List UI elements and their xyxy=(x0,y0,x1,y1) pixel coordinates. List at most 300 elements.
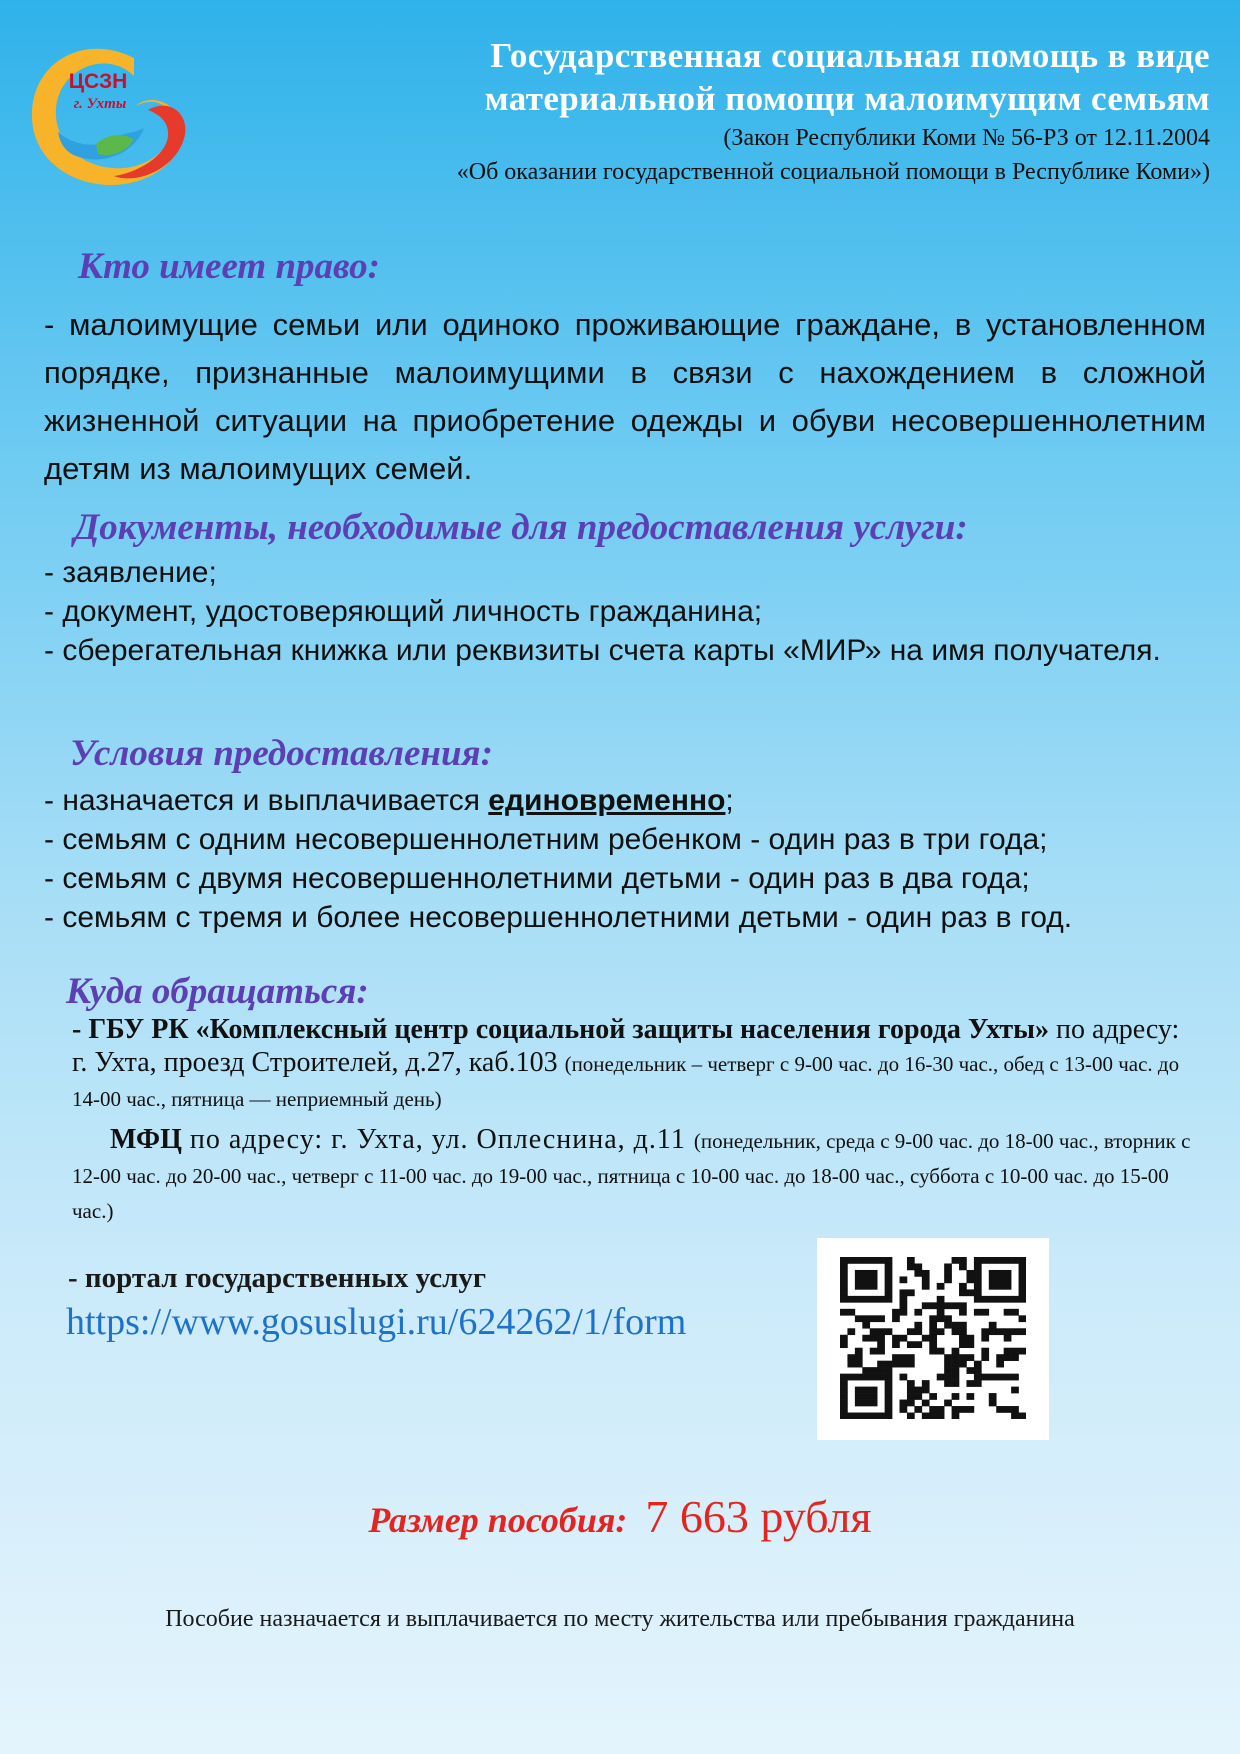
qr-module xyxy=(922,1387,930,1394)
qr-module xyxy=(1019,1289,1026,1296)
documents-list xyxy=(44,553,1208,670)
qr-module xyxy=(959,1263,967,1270)
qr-module xyxy=(966,1367,974,1374)
qr-module xyxy=(937,1283,945,1290)
qr-module xyxy=(1011,1257,1019,1264)
qr-module xyxy=(855,1354,863,1361)
qr-module xyxy=(892,1354,900,1361)
qr-module xyxy=(1019,1413,1026,1419)
qr-module xyxy=(974,1257,982,1264)
qr-module xyxy=(959,1335,967,1342)
heading-documents: Документы, необходимые для предоставления услуги: xyxy=(74,507,968,548)
qr-module xyxy=(929,1341,937,1348)
qr-module xyxy=(952,1367,960,1374)
qr-module xyxy=(989,1276,997,1283)
qr-module xyxy=(892,1341,900,1348)
qr-module xyxy=(877,1296,885,1303)
qr-module xyxy=(914,1387,922,1394)
qr-module xyxy=(996,1296,1004,1303)
condition-item-4: - семьям с тремя и более несовершеннолетними детьми - один раз в год. xyxy=(44,901,1073,934)
qr-module xyxy=(914,1309,922,1316)
qr-module xyxy=(959,1283,967,1290)
qr-module xyxy=(952,1413,960,1419)
qr-module xyxy=(974,1276,982,1283)
qr-module xyxy=(974,1296,982,1303)
qr-module xyxy=(907,1263,915,1270)
qr-module xyxy=(974,1361,982,1368)
qr-module xyxy=(840,1283,848,1290)
qr-module xyxy=(855,1413,863,1419)
qr-module xyxy=(907,1393,915,1400)
qr-module xyxy=(907,1361,915,1368)
qr-module xyxy=(900,1374,908,1381)
qr-module xyxy=(862,1335,870,1342)
qr-module xyxy=(885,1406,893,1413)
qr-module xyxy=(914,1263,922,1270)
qr-module xyxy=(847,1354,855,1361)
qr-module xyxy=(870,1387,878,1394)
qr-module xyxy=(989,1393,997,1400)
qr-module xyxy=(885,1400,893,1407)
qr-module xyxy=(870,1328,878,1335)
qr-module xyxy=(885,1283,893,1290)
gbu-address: по адресу: г. Ухта, проезд Строителей, д.27, каб.103 xyxy=(72,1014,1180,1078)
qr-module xyxy=(1004,1309,1012,1316)
qr-module xyxy=(914,1270,922,1277)
document-item-3: - сберегательная книжка или реквизиты счета карты «МИР» на имя получателя. xyxy=(44,634,1161,667)
qr-module xyxy=(907,1387,915,1394)
qr-module xyxy=(974,1263,982,1270)
qr-module xyxy=(885,1380,893,1387)
qr-module xyxy=(907,1380,915,1387)
qr-module xyxy=(952,1257,960,1264)
title-line-1: Государственная социальная помощь в виде xyxy=(490,36,1210,75)
qr-module xyxy=(1019,1315,1026,1322)
qr-module xyxy=(840,1413,848,1419)
qr-module xyxy=(914,1406,922,1413)
qr-module xyxy=(959,1257,967,1264)
qr-module xyxy=(847,1361,855,1368)
qr-module xyxy=(847,1257,855,1264)
qr-module xyxy=(877,1341,885,1348)
qr-module xyxy=(937,1348,945,1355)
qr-module xyxy=(944,1315,952,1322)
qr-module xyxy=(900,1406,908,1413)
qr-module xyxy=(937,1296,945,1303)
qr-module xyxy=(1004,1406,1012,1413)
where-gbu xyxy=(72,1013,1198,1116)
qr-module xyxy=(862,1387,870,1394)
qr-module xyxy=(1019,1348,1026,1355)
qr-module xyxy=(966,1393,974,1400)
qr-module xyxy=(1004,1335,1012,1342)
qr-module xyxy=(1004,1374,1012,1381)
qr-module xyxy=(974,1367,982,1374)
qr-module xyxy=(996,1276,1004,1283)
qr-module xyxy=(929,1302,937,1309)
qr-module xyxy=(989,1270,997,1277)
heading-who: Кто имеет право: xyxy=(78,246,380,287)
qr-module xyxy=(959,1354,967,1361)
qr-module xyxy=(862,1315,870,1322)
qr-module xyxy=(1004,1276,1012,1283)
qr-module xyxy=(1019,1328,1026,1335)
amount-label: Размер пособия: xyxy=(368,1500,628,1540)
qr-module xyxy=(929,1393,937,1400)
condition-item-3: - семьям с двумя несовершеннолетними детьми - один раз в два года; xyxy=(44,862,1030,895)
qr-module xyxy=(922,1380,930,1387)
qr-module xyxy=(1011,1328,1019,1335)
qr-module xyxy=(989,1257,997,1264)
qr-module xyxy=(996,1361,1004,1368)
qr-module xyxy=(952,1361,960,1368)
qr-module xyxy=(952,1348,960,1355)
qr-module xyxy=(840,1296,848,1303)
qr-module xyxy=(944,1354,952,1361)
qr-module xyxy=(929,1328,937,1335)
condition-item-2: - семьям с одним несовершеннолетним ребенком - один раз в три года; xyxy=(44,823,1048,856)
qr-module xyxy=(922,1335,930,1342)
qr-module xyxy=(981,1374,989,1381)
qr-module xyxy=(989,1283,997,1290)
qr-module xyxy=(937,1413,945,1419)
qr-module xyxy=(944,1374,952,1381)
qr-module xyxy=(944,1322,952,1329)
qr-module xyxy=(989,1400,997,1407)
qr-module xyxy=(1011,1413,1019,1419)
qr-module xyxy=(929,1322,937,1329)
qr-module xyxy=(959,1289,967,1296)
qr-module xyxy=(966,1335,974,1342)
qr-module xyxy=(1004,1296,1012,1303)
qr-module xyxy=(944,1276,952,1283)
qr-module xyxy=(996,1374,1004,1381)
qr-module xyxy=(862,1296,870,1303)
qr-module xyxy=(1004,1328,1012,1335)
qr-module xyxy=(944,1400,952,1407)
qr-module xyxy=(922,1283,930,1290)
qr-module xyxy=(847,1296,855,1303)
qr-module xyxy=(862,1257,870,1264)
qr-module xyxy=(885,1387,893,1394)
qr-module xyxy=(937,1406,945,1413)
qr-module xyxy=(1004,1348,1012,1355)
portal-label: - портал государственных услуг xyxy=(68,1262,487,1294)
qr-module xyxy=(862,1413,870,1419)
qr-module xyxy=(1011,1354,1019,1361)
qr-module xyxy=(840,1393,848,1400)
qr-module xyxy=(974,1380,982,1387)
mfc-name: МФЦ xyxy=(110,1124,182,1155)
qr-module xyxy=(870,1270,878,1277)
qr-module xyxy=(981,1309,989,1316)
qr-module xyxy=(1004,1257,1012,1264)
cszn-logo xyxy=(22,36,198,196)
condition-prefix: - назначается и выплачивается xyxy=(44,784,489,817)
title-line-2: материальной помощи малоимущим семьям xyxy=(484,79,1210,118)
qr-module xyxy=(840,1276,848,1283)
qr-module xyxy=(870,1257,878,1264)
footer-note: Пособие назначается и выплачивается по месту жительства или пребывания гражданина xyxy=(165,1606,1075,1632)
qr-module xyxy=(922,1276,930,1283)
qr-module xyxy=(870,1335,878,1342)
qr-module xyxy=(892,1309,900,1316)
qr-module xyxy=(840,1263,848,1270)
who-text: - малоимущие семьи или одиноко проживающие граждане, в установленном порядке, признанные малоимущими в связи с нахождением в сложной жизненной ситуации на приобретение одежды и обуви несовершеннолетним детям из малоимущих семей. xyxy=(44,307,1206,486)
qr-module xyxy=(877,1361,885,1368)
qr-module xyxy=(885,1413,893,1419)
qr-module xyxy=(914,1328,922,1335)
where-mfc xyxy=(72,1123,1198,1228)
document-item-1: - заявление; xyxy=(44,556,217,589)
qr-module xyxy=(870,1367,878,1374)
mfc-address: по адресу: г. Ухта, ул. Оплеснина, д.11 xyxy=(181,1124,694,1155)
qr-module xyxy=(870,1348,878,1355)
condition-emphasis: единовременно xyxy=(488,784,726,817)
qr-module xyxy=(966,1354,974,1361)
qr-module xyxy=(952,1328,960,1335)
qr-module xyxy=(840,1380,848,1387)
qr-module xyxy=(1004,1283,1012,1290)
qr-module xyxy=(996,1406,1004,1413)
logo-text-cszn: ЦСЗН xyxy=(68,70,128,93)
qr-module xyxy=(900,1354,908,1361)
qr-module xyxy=(870,1296,878,1303)
qr-module xyxy=(1019,1296,1026,1303)
qr-module xyxy=(877,1374,885,1381)
qr-module xyxy=(907,1289,915,1296)
qr-module xyxy=(847,1309,855,1316)
heading-conditions: Условия предоставления: xyxy=(70,733,493,774)
qr-module xyxy=(974,1309,982,1316)
qr-code-graphic xyxy=(840,1257,1026,1419)
qr-module xyxy=(840,1257,848,1264)
qr-module xyxy=(914,1341,922,1348)
qr-module xyxy=(1011,1387,1019,1394)
qr-module xyxy=(981,1257,989,1264)
qr-module xyxy=(870,1400,878,1407)
qr-module xyxy=(1004,1270,1012,1277)
qr-module xyxy=(952,1322,960,1329)
qr-module xyxy=(900,1309,908,1316)
qr-module xyxy=(870,1374,878,1381)
qr-module xyxy=(870,1393,878,1400)
qr-module xyxy=(974,1283,982,1290)
qr-module xyxy=(966,1276,974,1283)
qr-module xyxy=(929,1315,937,1322)
qr-module xyxy=(944,1367,952,1374)
qr-module xyxy=(1019,1276,1026,1283)
qr-module xyxy=(959,1322,967,1329)
qr-module xyxy=(907,1328,915,1335)
qr-module xyxy=(840,1387,848,1394)
qr-module xyxy=(981,1335,989,1342)
qr-module xyxy=(840,1400,848,1407)
qr-module xyxy=(959,1406,967,1413)
qr-module xyxy=(989,1296,997,1303)
qr-module xyxy=(922,1413,930,1419)
qr-module xyxy=(900,1289,908,1296)
qr-module xyxy=(877,1257,885,1264)
qr-module xyxy=(1011,1309,1019,1316)
logo-hand xyxy=(96,135,134,155)
qr-module xyxy=(870,1283,878,1290)
qr-module xyxy=(855,1315,863,1322)
qr-module xyxy=(855,1348,863,1355)
qr-module xyxy=(981,1328,989,1335)
qr-module xyxy=(944,1361,952,1368)
qr-module xyxy=(907,1413,915,1419)
qr-module xyxy=(907,1341,915,1348)
qr-module xyxy=(855,1296,863,1303)
qr-module xyxy=(974,1289,982,1296)
qr-module xyxy=(855,1283,863,1290)
qr-module xyxy=(862,1322,870,1329)
qr-module xyxy=(952,1393,960,1400)
qr-module xyxy=(922,1302,930,1309)
qr-module xyxy=(996,1257,1004,1264)
qr-module xyxy=(959,1309,967,1316)
qr-module xyxy=(877,1315,885,1322)
qr-module xyxy=(981,1348,989,1355)
qr-module xyxy=(870,1276,878,1283)
qr-module xyxy=(847,1328,855,1335)
qr-module xyxy=(937,1302,945,1309)
qr-module xyxy=(944,1380,952,1387)
qr-module xyxy=(870,1315,878,1322)
qr-module xyxy=(974,1374,982,1381)
qr-module xyxy=(966,1341,974,1348)
qr-module xyxy=(996,1354,1004,1361)
qr-module xyxy=(929,1348,937,1355)
qr-module xyxy=(929,1413,937,1419)
qr-module xyxy=(900,1302,908,1309)
qr-module xyxy=(862,1400,870,1407)
qr-module xyxy=(952,1406,960,1413)
qr-module xyxy=(922,1270,930,1277)
law-line-1: (Закон Республики Коми № 56-РЗ от 12.11.2004 xyxy=(723,125,1210,151)
qr-module xyxy=(840,1270,848,1277)
qr-module xyxy=(914,1322,922,1329)
qr-module xyxy=(996,1283,1004,1290)
qr-module xyxy=(929,1406,937,1413)
qr-module xyxy=(952,1374,960,1381)
law-line-2: «Об оказании государственной социальной помощи в Республике Коми») xyxy=(456,159,1210,185)
qr-module xyxy=(877,1367,885,1374)
qr-module xyxy=(840,1335,848,1342)
condition-item-1 xyxy=(44,781,1224,820)
qr-module xyxy=(840,1309,848,1316)
qr-module xyxy=(892,1315,900,1322)
qr-module xyxy=(855,1276,863,1283)
qr-module xyxy=(974,1270,982,1277)
qr-module xyxy=(989,1328,997,1335)
qr-module xyxy=(885,1296,893,1303)
qr-module xyxy=(959,1361,967,1368)
qr-module xyxy=(900,1335,908,1342)
qr-module xyxy=(840,1406,848,1413)
qr-module xyxy=(855,1393,863,1400)
qr-module xyxy=(877,1348,885,1355)
qr-module xyxy=(862,1393,870,1400)
qr-module xyxy=(855,1257,863,1264)
qr-module xyxy=(966,1289,974,1296)
qr-module xyxy=(862,1374,870,1381)
logo-text-city: г. Ухты xyxy=(73,96,127,112)
qr-module xyxy=(862,1367,870,1374)
qr-module xyxy=(929,1335,937,1342)
mfc-hours: (понедельник, среда с 9-00 час. до 18-00 час., вторник с 12-00 час. до 20-00 час., четверг с 11-00 час. до 19-00 час., пятница с 10-00 час. до 18-00 час., суббота с 10-00 час. до 15-00 час.) xyxy=(72,1129,1191,1223)
qr-module xyxy=(1019,1270,1026,1277)
benefit-amount xyxy=(0,1490,1240,1543)
qr-module xyxy=(1011,1374,1019,1381)
document-item-2: - документ, удостоверяющий личность гражданина; xyxy=(44,595,763,628)
qr-module xyxy=(847,1374,855,1381)
qr-module xyxy=(885,1367,893,1374)
qr-module xyxy=(1004,1354,1012,1361)
qr-module xyxy=(944,1302,952,1309)
qr-module xyxy=(885,1374,893,1381)
qr-module xyxy=(989,1322,997,1329)
qr-module xyxy=(952,1380,960,1387)
qr-module xyxy=(944,1263,952,1270)
qr-module xyxy=(959,1341,967,1348)
qr-module xyxy=(847,1413,855,1419)
amount-value: 7 663 рубля xyxy=(645,1491,872,1542)
gbu-name: - ГБУ РК «Комплексный центр социальной защиты населения города Ухты» xyxy=(72,1014,1050,1045)
qr-module xyxy=(981,1296,989,1303)
qr-module xyxy=(959,1328,967,1335)
qr-module xyxy=(885,1289,893,1296)
qr-module xyxy=(885,1328,893,1335)
qr-module xyxy=(840,1341,848,1348)
qr-module xyxy=(892,1361,900,1368)
qr-module xyxy=(937,1309,945,1316)
qr-module xyxy=(862,1276,870,1283)
qr-module xyxy=(862,1283,870,1290)
qr-module xyxy=(855,1400,863,1407)
qr-module xyxy=(877,1413,885,1419)
qr-module xyxy=(900,1276,908,1283)
qr-module xyxy=(981,1354,989,1361)
qr-module xyxy=(966,1406,974,1413)
qr-module xyxy=(1019,1263,1026,1270)
qr-module xyxy=(952,1302,960,1309)
qr-module xyxy=(855,1374,863,1381)
qr-module xyxy=(892,1335,900,1342)
qr-module xyxy=(937,1328,945,1335)
qr-module xyxy=(885,1257,893,1264)
qr-module xyxy=(996,1270,1004,1277)
gbu-hours: (понедельник – четверг с 9-00 час. до 16-30 час., обед с 13-00 час. до 14-00 час., пятница — неприемный день) xyxy=(72,1052,1180,1111)
condition-suffix: ; xyxy=(725,784,734,817)
qr-module xyxy=(840,1289,848,1296)
qr-module xyxy=(937,1374,945,1381)
qr-module xyxy=(1011,1406,1019,1413)
conditions-list xyxy=(44,781,1224,937)
qr-module xyxy=(900,1361,908,1368)
qr-module xyxy=(966,1270,974,1277)
qr-module xyxy=(855,1270,863,1277)
qr-module xyxy=(885,1270,893,1277)
qr-module xyxy=(907,1400,915,1407)
qr-module xyxy=(900,1400,908,1407)
heading-where: Куда обращаться: xyxy=(66,971,369,1012)
portal-link[interactable]: https://www.gosuslugi.ru/624262/1/form xyxy=(66,1301,687,1343)
qr-module xyxy=(885,1263,893,1270)
qr-module xyxy=(907,1257,915,1264)
qr-module xyxy=(855,1361,863,1368)
